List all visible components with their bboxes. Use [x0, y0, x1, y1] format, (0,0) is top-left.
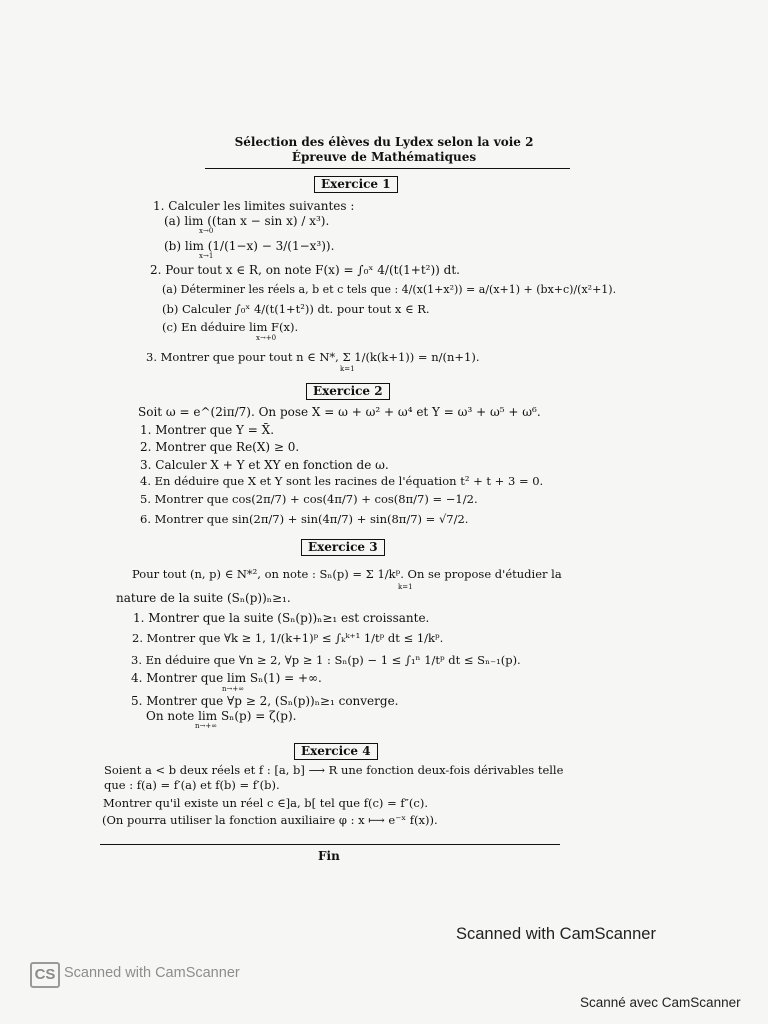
ex1-q2b: (b) Calculer ∫₀ˣ 4/(t(1+t²)) dt. pour tout x ∈ R. [162, 302, 430, 316]
ex3-item-3: 3. En déduire que ∀n ≥ 2, ∀p ≥ 1 : Sₙ(p) − 1 ≤ ∫₁ⁿ 1/tᵖ dt ≤ Sₙ₋₁(p). [131, 653, 521, 667]
ex1-q3: 3. Montrer que pour tout n ∈ N*, Σ 1/(k(k+1)) = n/(n+1). [146, 350, 480, 364]
ex2-item-4: 4. En déduire que X et Y sont les racines de l'équation t² + t + 3 = 0. [140, 474, 544, 488]
ex1-q2c-limit-sub: x→+0 [256, 334, 277, 342]
ex3-intro-1-sum-sub: k=1 [398, 583, 413, 591]
ex4-line-1: Soient a < b deux réels et f : [a, b] ⟶ R une fonction deux-fois dérivables telle [104, 763, 564, 777]
ex2-item-2: 2. Montrer que Re(X) ≥ 0. [140, 440, 300, 454]
header-rule [205, 168, 570, 169]
ex1-q1a-limit-sub: x→0 [199, 227, 214, 235]
ex1-q2c: (c) En déduire lim F(x). [162, 320, 299, 334]
exercise-3-title: Exercice 3 [301, 539, 385, 556]
ex1-q1b: (b) lim (1/(1−x) − 3/(1−x³)). [164, 239, 335, 253]
ex3-intro-2: nature de la suite (Sₙ(p))ₙ≥₁. [116, 591, 291, 605]
ex2-item-6: 6. Montrer que sin(2π/7) + sin(4π/7) + sin(8π/7) = √7/2. [140, 512, 469, 526]
exercise-4-title: Exercice 4 [294, 743, 378, 760]
ex3-item-2: 2. Montrer que ∀k ≥ 1, 1/(k+1)ᵖ ≤ ∫ₖᵏ⁺¹ 1/tᵖ dt ≤ 1/kᵖ. [132, 631, 444, 645]
camscanner-french-watermark: Scanné avec CamScanner [580, 995, 741, 1010]
exercise-1-title: Exercice 1 [314, 176, 398, 193]
exercise-2-title: Exercice 2 [306, 383, 390, 400]
ex4-line-4: (On pourra utiliser la fonction auxiliaire φ : x ⟼ e⁻ˣ f(x)). [102, 813, 438, 827]
ex1-q2: 2. Pour tout x ∈ R, on note F(x) = ∫₀ˣ 4/(t(1+t²)) dt. [150, 263, 460, 277]
ex4-line-3: Montrer qu'il existe un réel c ∈]a, b[ tel que f(c) = f″(c). [103, 796, 428, 810]
ex3-item-1: 1. Montrer que la suite (Sₙ(p))ₙ≥₁ est croissante. [133, 611, 430, 625]
ex4-line-2: que : f(a) = f′(a) et f(b) = f′(b). [104, 778, 280, 792]
ex1-q3-sum-sub: k=1 [340, 365, 355, 373]
ex3-intro-1: Pour tout (n, p) ∈ N*², on note : Sₙ(p) = Σ 1/kᵖ. On se propose d'étudier la [132, 567, 562, 581]
ex1-q1a: (a) lim ((tan x − sin x) / x³). [164, 214, 330, 228]
ex2-intro: Soit ω = e^(2iπ/7). On pose X = ω + ω² + ω⁴ et Y = ω³ + ω⁵ + ω⁶. [138, 405, 541, 419]
camscanner-faded-watermark: Scanned with CamScanner [64, 965, 240, 981]
ex3-note: On note lim Sₙ(p) = ζ(p). [146, 709, 297, 723]
camscanner-logo-icon: CS [30, 962, 60, 988]
fin-label: Fin [318, 849, 340, 863]
ex1-q1: 1. Calculer les limites suivantes : [153, 199, 355, 213]
footer-rule [100, 844, 560, 845]
ex3-item-4-limit-sub: n→+∞ [222, 685, 245, 693]
ex3-item-5: 5. Montrer que ∀p ≥ 2, (Sₙ(p))ₙ≥₁ converge. [131, 694, 399, 708]
camscanner-watermark: Scanned with CamScanner [456, 925, 656, 943]
ex3-item-4: 4. Montrer que lim Sₙ(1) = +∞. [131, 671, 322, 685]
ex1-q1b-limit-sub: x→1 [199, 252, 214, 260]
ex1-q2a: (a) Déterminer les réels a, b et c tels que : 4/(x(1+x²)) = a/(x+1) + (bx+c)/(x²+1). [162, 283, 617, 296]
ex3-note-limit-sub: n→+∞ [195, 722, 218, 730]
ex2-item-1: 1. Montrer que Y = X̄. [140, 423, 275, 437]
header-line-1: Sélection des élèves du Lydex selon la voie 2 [234, 135, 534, 149]
ex2-item-5: 5. Montrer que cos(2π/7) + cos(4π/7) + cos(8π/7) = −1/2. [140, 492, 478, 506]
ex2-item-3: 3. Calculer X + Y et XY en fonction de ω. [140, 458, 389, 472]
header-line-2: Épreuve de Mathématiques [291, 150, 477, 164]
